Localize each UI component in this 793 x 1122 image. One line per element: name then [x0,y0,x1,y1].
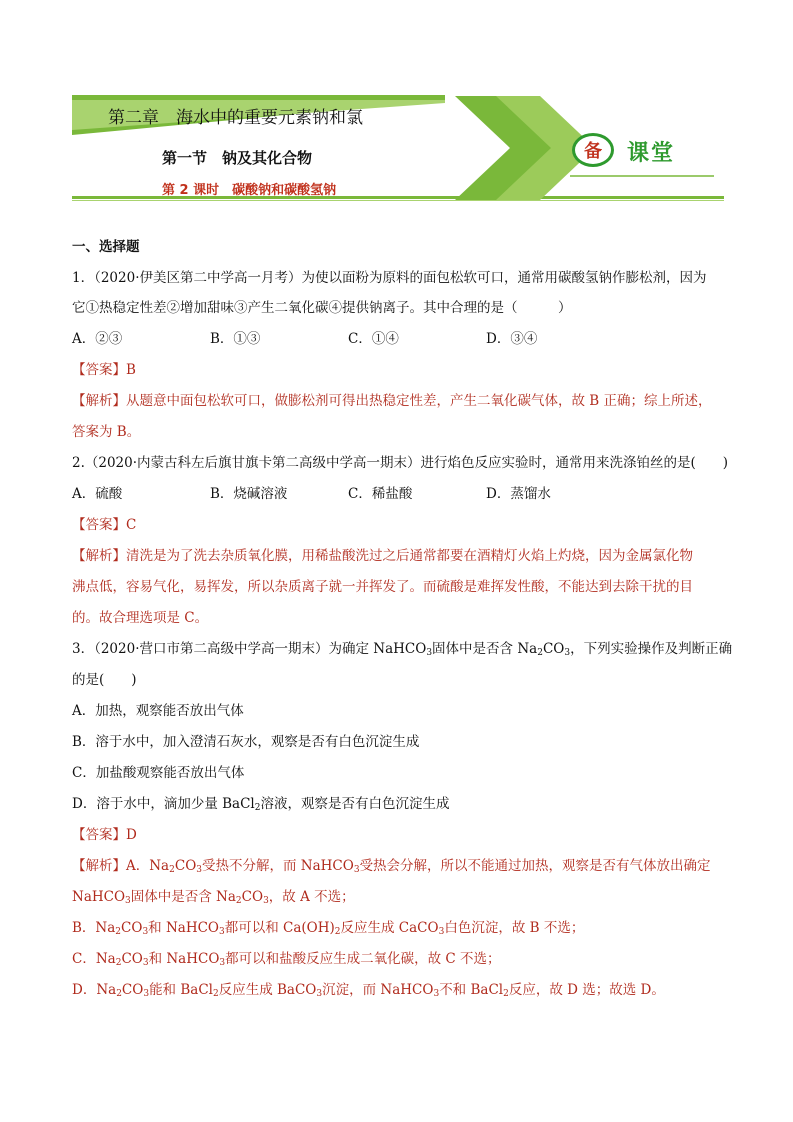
q2-option-d: D．蒸馏水 [486,486,551,502]
q2-option-a: A．硫酸 [72,486,123,502]
q1-analysis-line1: 【解析】从题意中面包松软可口，做膨松剂可得出热稳定性差，产生二氧化碳气体，故 B 正确；综上所述， [72,393,712,409]
q2-stem: 2.（2020·内蒙古科左后旗甘旗卡第二高级中学高一期末）进行焰色反应实验时，通常用来洗涤铂丝的是( ) [72,455,729,471]
lesson-title: 第 2 课时 碳酸钠和碳酸氢钠 [162,183,337,198]
q2-answer: 【答案】C [72,517,137,533]
badge-icon: 备 [572,133,614,167]
q3-option-a: A．加热，观察能否放出气体 [72,703,244,719]
q2-option-c: C．稀盐酸 [348,486,413,502]
q3-option-b: B．溶于水中，加入澄清石灰水，观察是否有白色沉淀生成 [72,734,420,750]
q1-option-c: C．①④ [348,331,399,347]
chapter-title: 第二章 海水中的重要元素钠和氯 [108,108,363,128]
q1-option-a: A．②③ [72,331,123,347]
q1-analysis-line2: 答案为 B。 [72,424,141,440]
q2-option-b: B．烧碱溶液 [210,486,288,502]
q1-option-d: D．③④ [486,331,538,347]
section-title: 第一节 钠及其化合物 [162,149,313,167]
q1-option-b: B．①③ [210,331,261,347]
q2-analysis-line1: 【解析】清洗是为了洗去杂质氧化膜，用稀盐酸洗过之后通常都要在酒精灯火焰上灼烧，因为金属氯化物 [72,548,693,564]
q3-analysis-line1: 【解析】A．$Na_2CO_3$受热不分解，而 NaHCO$_3$受热会分解，所以不能通过加热，观察是否有气体放出确定 [72,858,711,875]
q1-answer: 【答案】B [72,362,136,378]
q1-stem-line2: 它①热稳定性差②增加甜味③产生二氧化碳④提供钠离子。其中合理的是（ ） [72,300,572,316]
badge-label: 课堂 [627,141,676,166]
q3-analysis-d: D．$Na_2CO_3$能和 BaCl$_2$反应生成 BaCO$_3$沉淀，而 NaHCO$_3$不和 BaCl$_2$反应，故 D 选；故选 D。 [72,982,665,999]
q3-answer: 【答案】D [72,827,137,843]
q3-analysis-b: B．$Na_2CO_3$和 NaHCO$_3$都可以和 $Ca(OH)_2$反应生成 CaCO$_3$白色沉淀，故 B 不选； [72,920,585,937]
q2-analysis-line2: 沸点低，容易气化，易挥发，所以杂质离子就一并挥发了。而硫酸是难挥发性酸，不能达到去除干扰的目 [72,579,693,595]
q3-option-d: D．溶于水中，滴加少量 BaCl$_2$溶液，观察是否有白色沉淀生成 [72,796,450,813]
q3-stem-line2: 的是( ) [72,672,137,688]
page-header [0,0,793,215]
q3-stem-line1: 3．（2020·营口市第二高级中学高一期末）为确定 NaHCO$_3$固体中是否含 $Na_2CO_3$，下列实验操作及判断正确 [72,641,733,658]
q3-analysis-line2: NaHCO$_3$固体中是否含 $Na_2CO_3$，故 A 不选； [72,889,355,906]
q3-analysis-c: C．$Na_2CO_3$和 NaHCO$_3$都可以和盐酸反应生成二氧化碳，故 C 不选； [72,951,501,968]
exercise-section-title: 一、选择题 [72,239,140,255]
q2-analysis-line3: 的。故合理选项是 C。 [72,610,209,626]
q3-option-c: C．加盐酸观察能否放出气体 [72,765,245,781]
q1-stem-line1: 1．（2020·伊美区第二中学高一月考）为使以面粉为原料的面包松软可口，通常用碳酸氢钠作膨松剂，因为 [72,270,707,286]
